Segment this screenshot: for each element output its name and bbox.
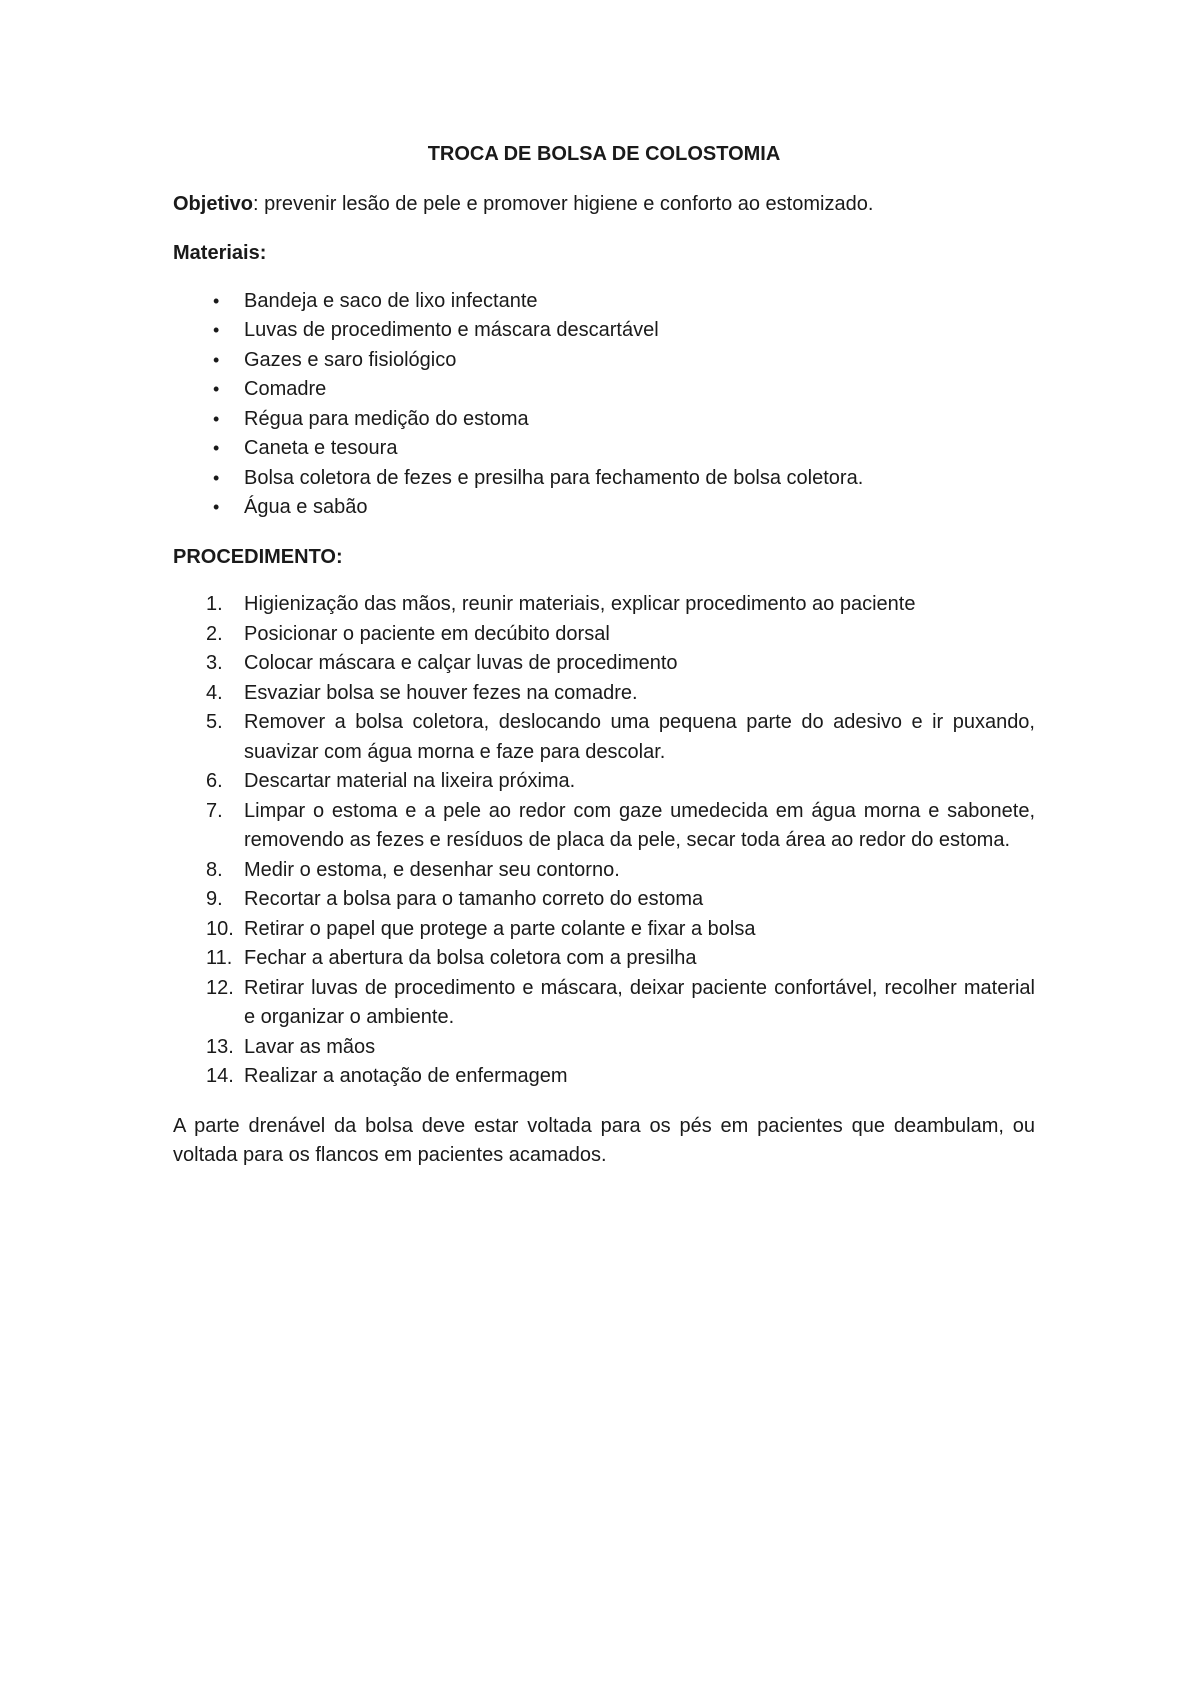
step-number: 8. [206,858,223,881]
procedure-steps-list [173,590,1035,1092]
step-number: 7. [206,799,223,822]
procedure-step [173,944,1035,974]
step-number: 12. [206,976,234,999]
procedure-step [173,885,1035,915]
materials-item: • Luvas de procedimento e máscara descartável [173,316,1035,346]
bullet-icon: • [213,379,220,399]
procedure-step [173,1033,1035,1063]
step-text: Fechar a abertura da bolsa coletora com a presilha [244,947,697,969]
procedure-step [173,679,1035,709]
objective-label: Objetivo [173,192,254,215]
step-number: 2. [206,622,223,645]
procedure-step [173,708,1035,767]
closing-note: A parte drenável da bolsa deve estar voltada para os pés em pacientes que deambulam, ou voltada para os flancos em pacientes acamados. [173,1114,1035,1166]
procedure-heading: PROCEDIMENTO: [173,545,343,568]
materials-item: • Bandeja e saco de lixo infectante [173,287,1035,317]
bullet-icon: • [213,408,220,429]
step-text: Remover a bolsa coletora, deslocando uma pequena parte do adesivo e ir puxando, suavizar com água morna e faze para descolar. [244,711,1035,763]
materials-heading: Materiais: [173,242,267,264]
procedure-step [173,974,1035,1033]
bullet-icon: • [213,497,220,517]
objective-paragraph [173,190,1035,220]
step-text: Realizar a anotação de enfermagem [244,1065,568,1087]
step-number: 10. [206,917,234,940]
materials-item: • Caneta e tesoura [173,434,1035,464]
bullet-icon: • [213,349,220,370]
document-body [173,140,1035,1171]
step-text: Recortar a bolsa para o tamanho correto do estoma [244,888,704,910]
bullet-icon: • [213,438,220,458]
procedure-step [173,1062,1035,1092]
step-text: Limpar o estoma e a pele ao redor com gaze umedecida em água morna e sabonete, removendo as fezes e resíduos de placa da pele, secar toda área ao redor do estoma. [244,799,1035,851]
procedure-step [173,856,1035,886]
materials-list [173,287,1035,523]
step-number: 11. [206,947,233,969]
step-text: Medir o estoma, e desenhar seu contorno. [244,858,620,881]
step-text: Esvaziar bolsa se houver fezes na comadre. [244,681,638,704]
step-text: Retirar luvas de procedimento e máscara, deixar paciente confortável, recolher material e organizar o ambiente. [244,976,1035,1028]
procedure-step [173,590,1035,620]
materials-item: • Comadre [173,375,1035,405]
step-number: 4. [206,681,223,704]
bullet-icon: • [213,467,220,488]
step-text: Posicionar o paciente em decúbito dorsal [244,622,610,645]
step-number: 9. [206,888,223,910]
procedure-step [173,915,1035,945]
document-title: TROCA DE BOLSA DE COLOSTOMIA [427,143,781,165]
materials-item: • Régua para medição do estoma [173,405,1035,435]
step-number: 1. [206,593,223,615]
procedure-step [173,620,1035,650]
step-number: 13. [206,1035,234,1058]
materials-item: • Gazes e saro fisiológico [173,346,1035,376]
procedure-step [173,649,1035,679]
step-number: 6. [206,770,223,792]
objective-text: : prevenir lesão de pele e promover higiene e conforto ao estomizado. [253,192,874,215]
step-number: 3. [206,652,223,674]
bullet-icon: • [213,320,220,340]
materials-item: • Água e sabão [173,493,1035,523]
bullet-icon: • [213,290,220,311]
step-text: Descartar material na lixeira próxima. [244,770,576,792]
step-text: Lavar as mãos [244,1035,376,1058]
procedure-step [173,797,1035,856]
materials-item: • Bolsa coletora de fezes e presilha para fechamento de bolsa coletora. [173,464,1035,494]
procedure-step [173,767,1035,797]
step-text: Retirar o papel que protege a parte colante e fixar a bolsa [244,917,756,940]
step-number: 5. [206,711,223,733]
step-text: Higienização das mãos, reunir materiais, explicar procedimento ao paciente [244,593,916,615]
step-number: 14. [206,1065,234,1087]
step-text: Colocar máscara e calçar luvas de procedimento [244,652,678,674]
